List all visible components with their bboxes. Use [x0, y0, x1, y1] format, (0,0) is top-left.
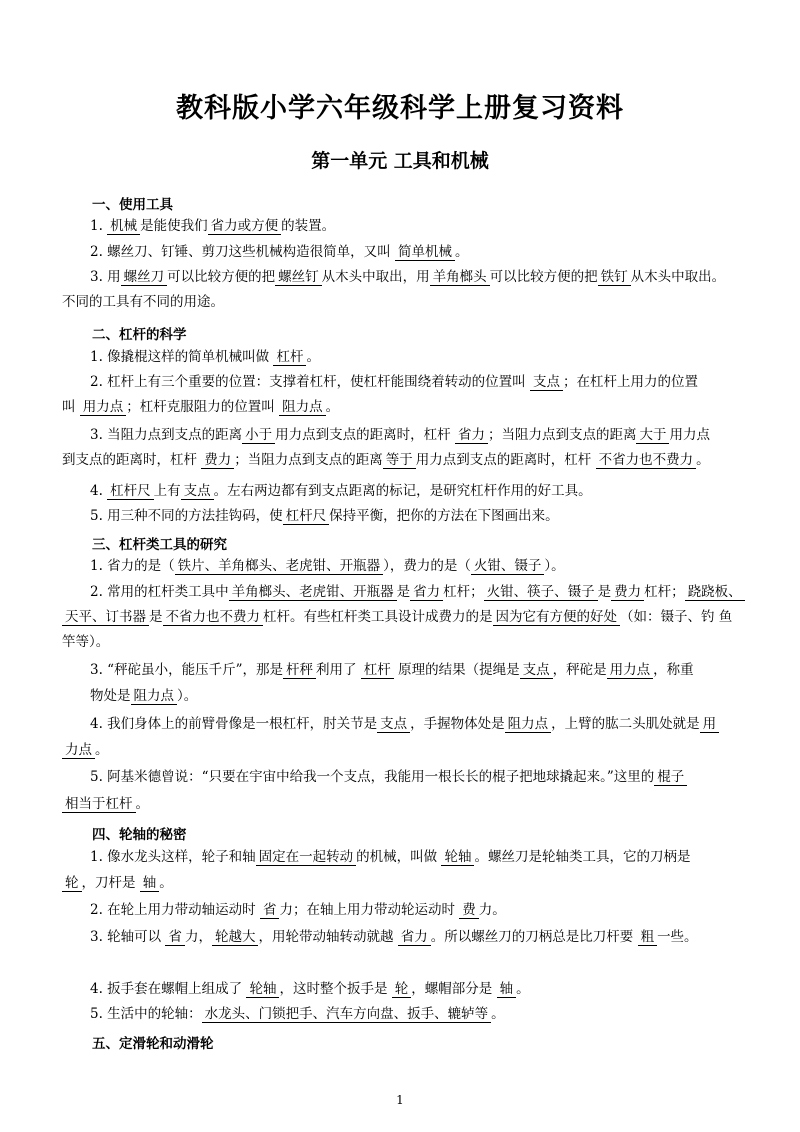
page-number: 1	[396, 1093, 404, 1107]
section-heading: 五、定滑轮和动滑轮	[92, 1036, 214, 1052]
text-line: 4. 我们身体上的前臂骨像是一根杠杆，肘关节是 支点 ，手握物体处是 阻力点 ，上臂的肱二头肌处就是 用	[90, 715, 750, 733]
text-line: 2. 螺丝刀、钉锤、剪刀这些机械构造很简单，又叫 简单机械 。	[90, 244, 469, 260]
text-line: 2. 在轮上用力带动轴运动时 省 力；在轴上用力带动轮运动时 费 力。	[90, 902, 506, 918]
text-line: 1. 省力的是（ 铁片、羊角榔头、老虎钳、开瓶器 ），费力的是（ 火钳、镊子 ）。	[90, 558, 565, 574]
document-title: 教科版小学六年级科学上册复习资料	[176, 93, 624, 124]
text-line: 天平、订书器 是 不省力也不费力 杠杆。有些杠杆类工具设计成费力的是 因为它有方便的好处 （如：镊子、钓 鱼	[62, 608, 722, 626]
text-line: 3. 用 螺丝刀 可以比较方便的把 螺丝钉 从木头中取出，用 羊角榔头 可以比较方便的把 铁钉 从木头中取出。	[90, 269, 726, 285]
text-line: 轮 ，刀杆是 轴 。	[62, 874, 722, 892]
text-line: 3. 轮轴可以 省 力， 轮越大 ，用轮带动轴转动就越 省力 。所以螺丝刀的刀柄总是比刀杆要 粗 一些。	[90, 929, 698, 945]
text-line: 到支点的距离时，杠杆 费力 ；当阻力点到支点的距离 等于 用力点到支点的距离时，杠杆 不省力也不费力 。	[62, 452, 710, 468]
text-line: 5. 阿基米德曾说：“只要在宇宙中给我一个支点，我能用一根长长的棍子把地球撬起来。”这里的 棍子	[90, 768, 750, 786]
text-line: 力点 。	[62, 741, 722, 759]
text-line: 竿等）。	[62, 634, 110, 650]
text-line: 4. 扳手套在螺帽上组成了 轮轴 ，这时整个扳手是 轮 ，螺帽部分是 轴 。	[90, 981, 530, 997]
text-line: 1. 像水龙头这样，轮子和轴 固定在一起转动 的机械，叫做 轮轴 。螺丝刀是轮轴类工具，它的刀柄是	[90, 849, 691, 865]
text-line: 3. 当阻力点到支点的距离 小于 用力点到支点的距离时，杠杆 省力 ；当阻力点到支点的距离 大于 用力点	[90, 427, 710, 443]
section-heading: 二、杠杆的科学	[92, 327, 187, 343]
unit-title: 第一单元 工具和机械	[311, 150, 489, 172]
text-line: 2. 杠杆上有三个重要的位置：支撑着杠杆，使杠杆能围绕着转动的位置叫 支点 ；在杠杆上用力的位置	[90, 374, 698, 390]
text-line: 1. 像撬棍这样的简单机械叫做 杠杆 。	[90, 349, 320, 365]
text-line: 1. 机械 是能使我们 省力或方便 的装置。	[90, 218, 336, 234]
section-heading: 一、使用工具	[92, 197, 173, 213]
text-line: 3. “秤砣虽小，能压千斤”，那是 杆秤 利用了 杠杆 原理的结果（提绳是 支点 ，秤砣是 用力点 ，称重	[90, 662, 694, 678]
text-line: 叫 用力点 ；杠杆克服阻力的位置叫 阻力点 。	[62, 399, 340, 415]
section-heading: 四、轮轴的秘密	[92, 827, 187, 843]
section-heading: 三、杠杆类工具的研究	[92, 537, 227, 553]
text-line: 5. 生活中的轮轴： 水龙头、门锁把手、汽车方向盘、扳手、辘轳等 。	[90, 1006, 505, 1022]
text-line: 相当于杠杆 。	[62, 795, 722, 813]
text-line: 不同的工具有不同的用途。	[62, 294, 224, 310]
text-line: 2. 常用的杠杆类工具中 羊角榔头、老虎钳、开瓶器 是 省力 杠杆； 火钳、筷子、镊子 是 费力 杠杆； 跷跷板、	[90, 583, 750, 601]
text-line: 5. 用三种不同的方法挂钩码，使 杠杆尺 保持平衡，把你的方法在下图画出来。	[90, 508, 559, 524]
text-line: 物处是 阻力点 ）。	[90, 688, 198, 704]
text-line: 4. 杠杆尺 上有 支点 。左右两边都有到支点距离的标记，是研究杠杆作用的好工具。	[90, 483, 592, 499]
